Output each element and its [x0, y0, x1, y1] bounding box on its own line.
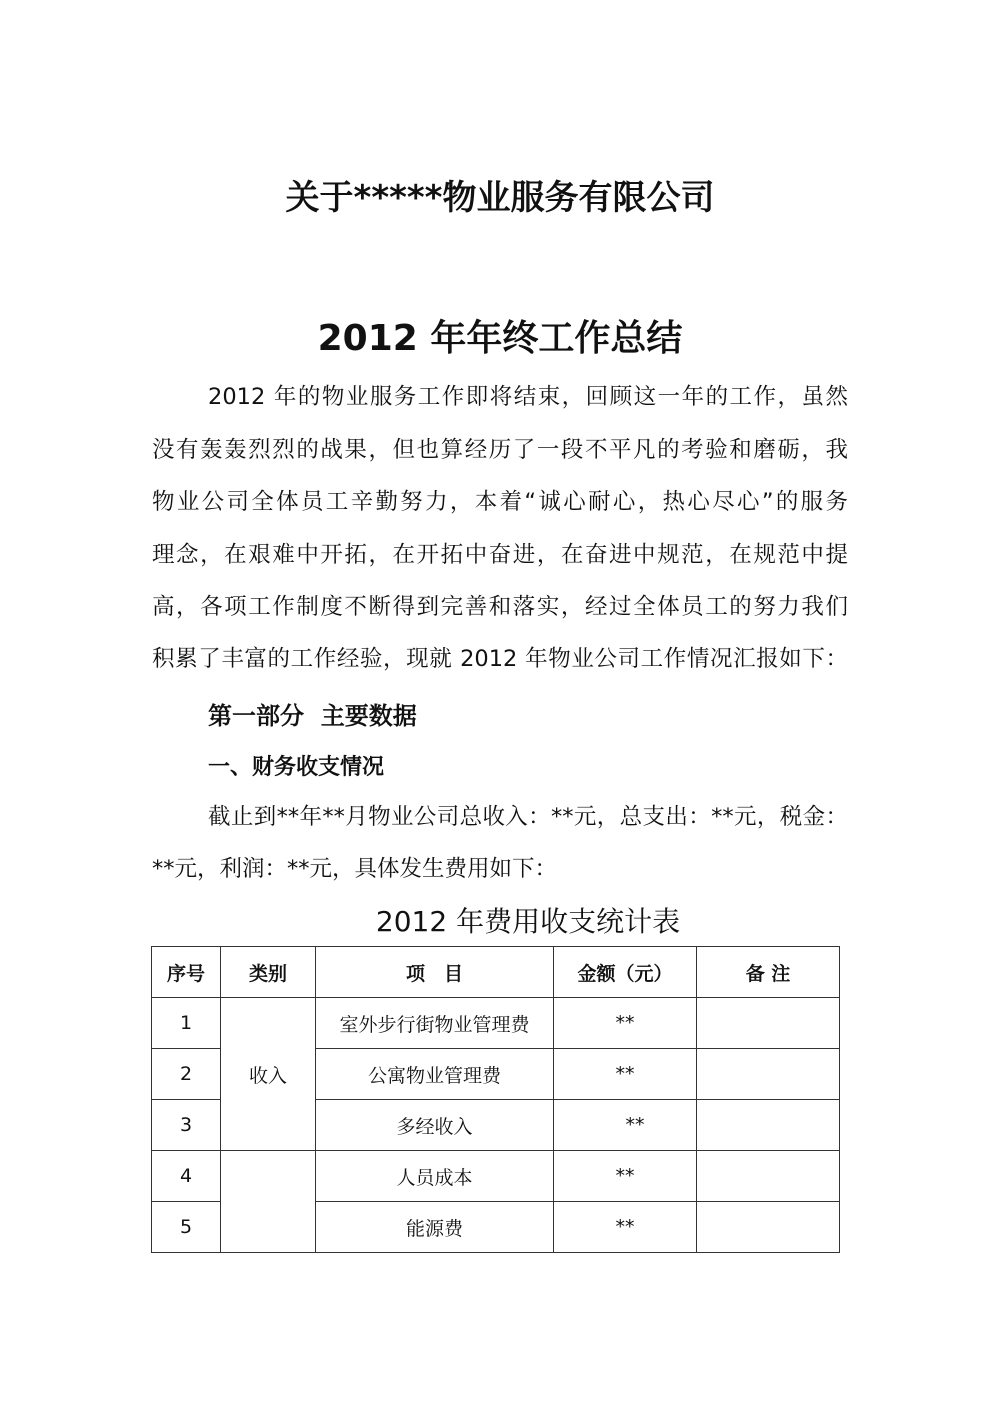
table-row — [152, 1151, 840, 1202]
cell-note — [697, 998, 840, 1049]
cell-note — [697, 1100, 840, 1151]
intro-line: 积累了丰富的工作经验，现就 2012 年物业公司工作情况汇报如下： — [152, 646, 848, 672]
cell-no: 2 — [152, 1049, 221, 1100]
cell-amount: ** — [554, 1151, 697, 1202]
header-category: 类别 — [221, 947, 316, 998]
cell-item: 公寓物业管理费 — [316, 1049, 554, 1100]
intro-line: 2012 年的物业服务工作即将结束，回顾这一年的工作，虽然 — [208, 384, 848, 410]
cell-amount: ** — [554, 998, 697, 1049]
cell-no: 5 — [152, 1202, 221, 1253]
intro-line: 没有轰轰烈烈的战果，但也算经历了一段不平凡的考验和磨砺，我 — [152, 437, 848, 463]
cell-amount: ** — [554, 1202, 697, 1253]
table-row — [152, 998, 840, 1049]
intro-line: 物业公司全体员工辛勤努力，本着“诚心耐心，热心尽心”的服务 — [152, 489, 848, 515]
cell-amount: ** — [554, 1100, 697, 1151]
intro-line: 理念，在艰难中开拓，在开拓中奋进，在奋进中规范，在规范中提 — [152, 542, 848, 568]
cell-note — [697, 1202, 840, 1253]
table-caption: 2012 年费用收支统计表 — [375, 905, 681, 938]
subsection-heading: 一、财务收支情况 — [208, 755, 385, 780]
cell-no: 1 — [152, 998, 221, 1049]
cell-item: 室外步行街物业管理费 — [316, 998, 554, 1049]
title-company: 关于*****物业服务有限公司 — [285, 178, 715, 218]
cell-note — [697, 1049, 840, 1100]
cell-amount: ** — [554, 1049, 697, 1100]
expense-table — [151, 946, 840, 1253]
cell-item: 人员成本 — [316, 1151, 554, 1202]
finance-line: **元，利润：**元，具体发生费用如下： — [152, 856, 558, 882]
cell-no: 4 — [152, 1151, 221, 1202]
cell-note — [697, 1151, 840, 1202]
cell-category: 收入 — [221, 998, 316, 1151]
intro-line: 高，各项工作制度不断得到完善和落实，经过全体员工的努力我们 — [152, 594, 848, 620]
cell-category-empty — [221, 1151, 316, 1253]
cell-item: 能源费 — [316, 1202, 554, 1253]
header-note: 备 注 — [697, 947, 840, 998]
title-report: 2012 年年终工作总结 — [317, 318, 683, 359]
header-item: 项 目 — [316, 947, 554, 998]
section-heading: 第一部分 主要数据 — [208, 702, 417, 730]
table-header-row — [152, 947, 840, 998]
cell-no: 3 — [152, 1100, 221, 1151]
finance-line: 截止到**年**月物业公司总收入：**元，总支出：**元，税金： — [208, 804, 848, 830]
header-amount: 金额（元） — [554, 947, 697, 998]
cell-item: 多经收入 — [316, 1100, 554, 1151]
header-no: 序号 — [152, 947, 221, 998]
